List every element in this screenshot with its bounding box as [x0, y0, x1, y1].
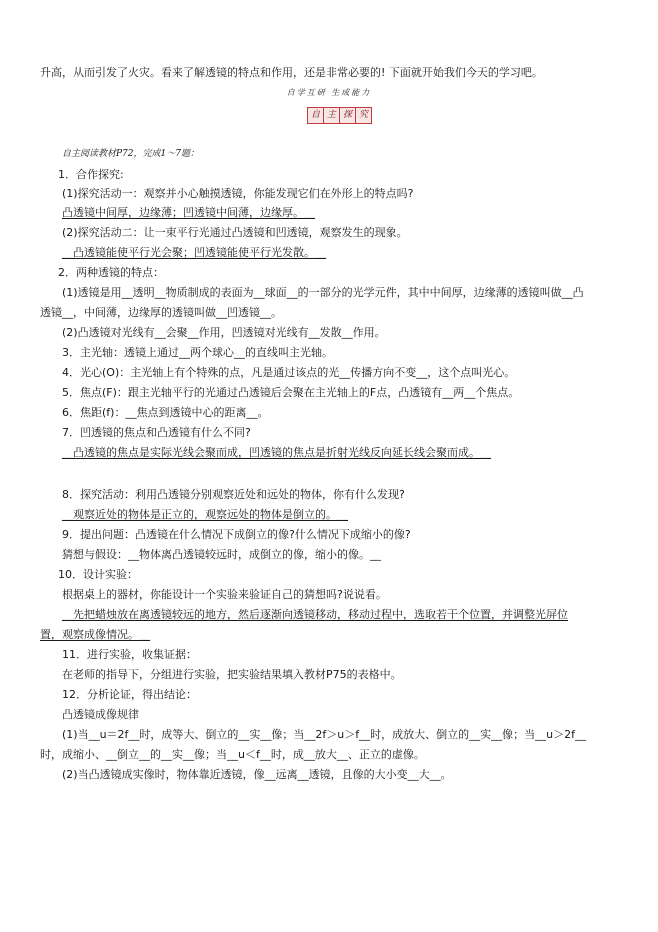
line: 透镜__，中间薄，边缘厚的透镜叫做__凹透镜__。 [40, 306, 282, 319]
answer-line: __观察近处的物体是正立的，观察远处的物体是倒立的。__ [62, 508, 348, 521]
line: 9．提出问题：凸透镜在什么情况下成倒立的像?什么情况下成缩小的像? [62, 528, 411, 541]
line: (2)探究活动二：让一束平行光通过凸透镜和凹透镜，观察发生的现象。 [62, 226, 408, 239]
line: 5．焦点(F)：跟主光轴平行的光通过凸透镜后会聚在主光轴上的F点，凸透镜有__两__个焦点。 [62, 386, 520, 399]
line: (1)透镜是用__透明__物质制成的表面为__球面__的一部分的光学元件，其中中间厚，边缘薄的透镜叫做__凸 [62, 286, 584, 299]
box-char: 探 [340, 108, 356, 123]
line: 根据桌上的器材，你能设计一个实验来验证自己的猜想吗?说说看。 [62, 588, 387, 601]
line: 3．主光轴：透镜上通过__两个球心__的直线叫主光轴。 [62, 346, 333, 359]
line: 在老师的指导下，分组进行实验，把实验结果填入教材P75的表格中。 [62, 668, 402, 681]
answer-line: 置，观察成像情况。__ [40, 628, 150, 641]
line: (1)探究活动一：观察并小心触摸透镜，你能发现它们在外形上的特点吗? [62, 187, 414, 200]
answer-line: __凸透镜能使平行光会聚；凹透镜能使平行光发散。__ [62, 246, 326, 259]
box-char: 主 [324, 108, 340, 123]
line: 4．光心(O)：主光轴上有个特殊的点，凡是通过该点的光__传播方向不变__，这个点叫光心。 [62, 366, 516, 379]
line: 6．焦距(f)：__焦点到透镜中心的距离__。 [62, 406, 269, 419]
line: (2)凸透镜对光线有__会聚__作用，凹透镜对光线有__发散__作用。 [62, 326, 386, 339]
line: 2．两种透镜的特点： [58, 266, 164, 279]
answer-line: __凸透镜的焦点是实际光线会聚而成，凹透镜的焦点是折射光线反向延长线会聚而成。__ [62, 446, 491, 459]
line: 12．分析论证，得出结论： [62, 688, 197, 701]
line: (1)当__u＝2f__时，成等大、倒立的__实__像；当__2f＞u＞f__时，成放大、倒立的__实__像；当__u＞2f__ [62, 728, 586, 741]
line: 11．进行实验，收集证据： [62, 648, 197, 661]
section-box-label [307, 107, 372, 124]
box-char: 究 [358, 110, 368, 120]
line: 7．凹透镜的焦点和凸透镜有什么不同? [62, 426, 251, 439]
line: 凸透镜成像规律 [62, 708, 139, 721]
line: 1．合作探究: [58, 168, 124, 181]
section-heading: 自学互研 生成能力 [286, 88, 372, 97]
intro-paragraph: 升高，从而引发了火灾。看来了解透镜的特点和作用，还是非常必要的! 下面就开始我们今天的学习吧。 [40, 66, 543, 79]
answer-line: 凸透镜中间厚，边缘薄；凹透镜中间薄，边缘厚。__ [62, 206, 315, 219]
answer-line: __先把蜡烛放在离透镜较远的地方，然后逐渐向透镜移动，移动过程中，选取若干个位置，并调整光屏位 [62, 608, 568, 621]
line: 猜想与假设：__物体离凸透镜较远时，成倒立的像，缩小的像。__ [62, 548, 381, 561]
line: 8．探究活动：利用凸透镜分别观察近处和远处的物体，你有什么发现? [62, 488, 405, 501]
line: 时，成缩小、__倒立__的__实__像；当__u＜f__时，成__放大__、正立的虚像。 [40, 748, 425, 761]
instruction-text: 自主阅读教材P72，完成1～7题： [62, 149, 199, 159]
line: 10．设计实验： [58, 568, 138, 581]
line: (2)当凸透镜成实像时，物体靠近透镜，像__远离__透镜，且像的大小变__大__。 [62, 768, 452, 781]
box-char: 自 [308, 108, 324, 123]
